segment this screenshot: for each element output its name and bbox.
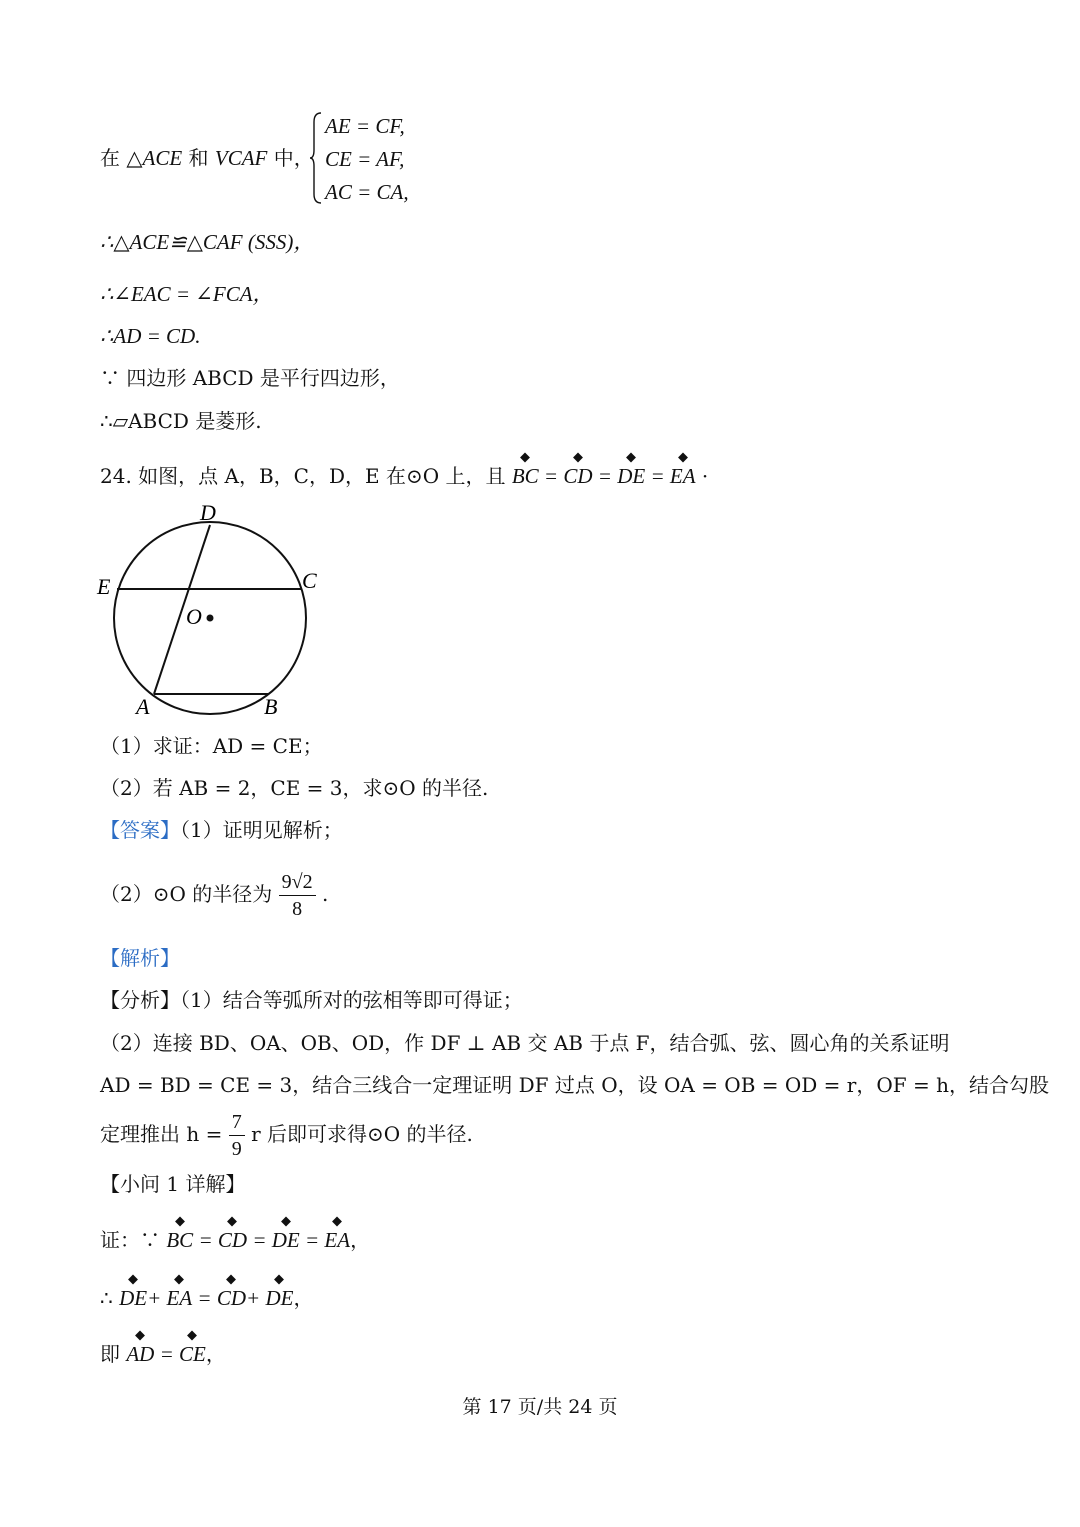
analysis-line-1: 【分析】（1）结合等弧所对的弦相等即可得证； [100, 988, 523, 1012]
question-24-stem: 24. 如图，点 A，B，C，D，E 在⊙O 上，且 BC = CD = DE = EA · [100, 464, 709, 488]
equation-system [325, 110, 409, 209]
statement-line-4: ∴AD = CD. [100, 324, 201, 348]
statement-line-2: ∴△ACE≌△CAF (SSS)， [100, 230, 315, 254]
arc-cd: CD [563, 464, 593, 488]
center-dot [207, 615, 214, 622]
answer-line-1: 【答案】（1）证明见解析； [100, 818, 343, 842]
arc-bc: BC [511, 464, 539, 488]
label-c: C [302, 568, 317, 593]
label-a: A [136, 694, 150, 719]
label-o: O [186, 604, 202, 629]
statement-line-1: 在 △ACE 和 VCAF 中， [100, 146, 314, 170]
arc-de: DE [617, 464, 646, 488]
label-b: B [264, 694, 278, 719]
circle-figure [92, 500, 352, 725]
detail-line-2: ∴ DE+ EA = CD+ DE， [100, 1286, 314, 1310]
answer-tag: 【答案】 [100, 818, 180, 842]
system-brace [310, 112, 322, 204]
detail-line-3: 即 AD = CE， [100, 1342, 226, 1366]
system-eq-2: CE = AF, [325, 147, 405, 171]
analysis-fraction: $\frac{7}{9}$ [229, 1109, 245, 1162]
question-24-part-1: （1）求证：AD = CE； [100, 734, 323, 758]
statement-line-3: ∴∠EAC = ∠FCA， [100, 282, 274, 306]
system-eq-3: AC = CA, [325, 180, 409, 204]
analysis-line-2: （2）连接 BD、OA、OB、OD，作 DF ⊥ AB 交 AB 于点 F，结合弧、弦、圆心角的关系证明 [100, 1031, 950, 1055]
question-24-part-2: （2）若 AB = 2，CE = 3，求⊙O 的半径. [100, 776, 489, 800]
answer-line-2: （2）⊙O 的半径为 $\frac{9√2}{8}$ . [100, 871, 329, 920]
arc-ea: EA [669, 464, 696, 488]
analysis-line-3: AD = BD = CE = 3，结合三线合一定理证明 DF 过点 O，设 OA = OB = OD = r，OF = h，结合勾股 [100, 1073, 1049, 1097]
statement-line-6: ∴▱ABCD 是菱形. [100, 409, 262, 433]
arc-ce: CE [179, 1342, 206, 1366]
analysis-tag: 【解析】 [100, 946, 180, 970]
detail-title: 【小问 1 详解】 [100, 1172, 246, 1196]
arc-ad: AD [126, 1342, 155, 1366]
answer-fraction: $\frac{9√2}{8}$ [279, 869, 316, 922]
analysis-line-4: 定理推出 h = $\frac{7}{9}$ r 后即可求得⊙O 的半径. [100, 1111, 473, 1160]
page-footer: 第 17 页/共 24 页 [462, 1396, 618, 1418]
label-e: E [97, 574, 111, 599]
system-eq-1: AE = CF, [325, 114, 405, 138]
label-d: D [200, 500, 216, 525]
detail-line-1: 证：∵ BC = CD = DE = EA， [100, 1228, 371, 1252]
statement-line-5: ∵ 四边形 ABCD 是平行四边形， [100, 366, 400, 390]
